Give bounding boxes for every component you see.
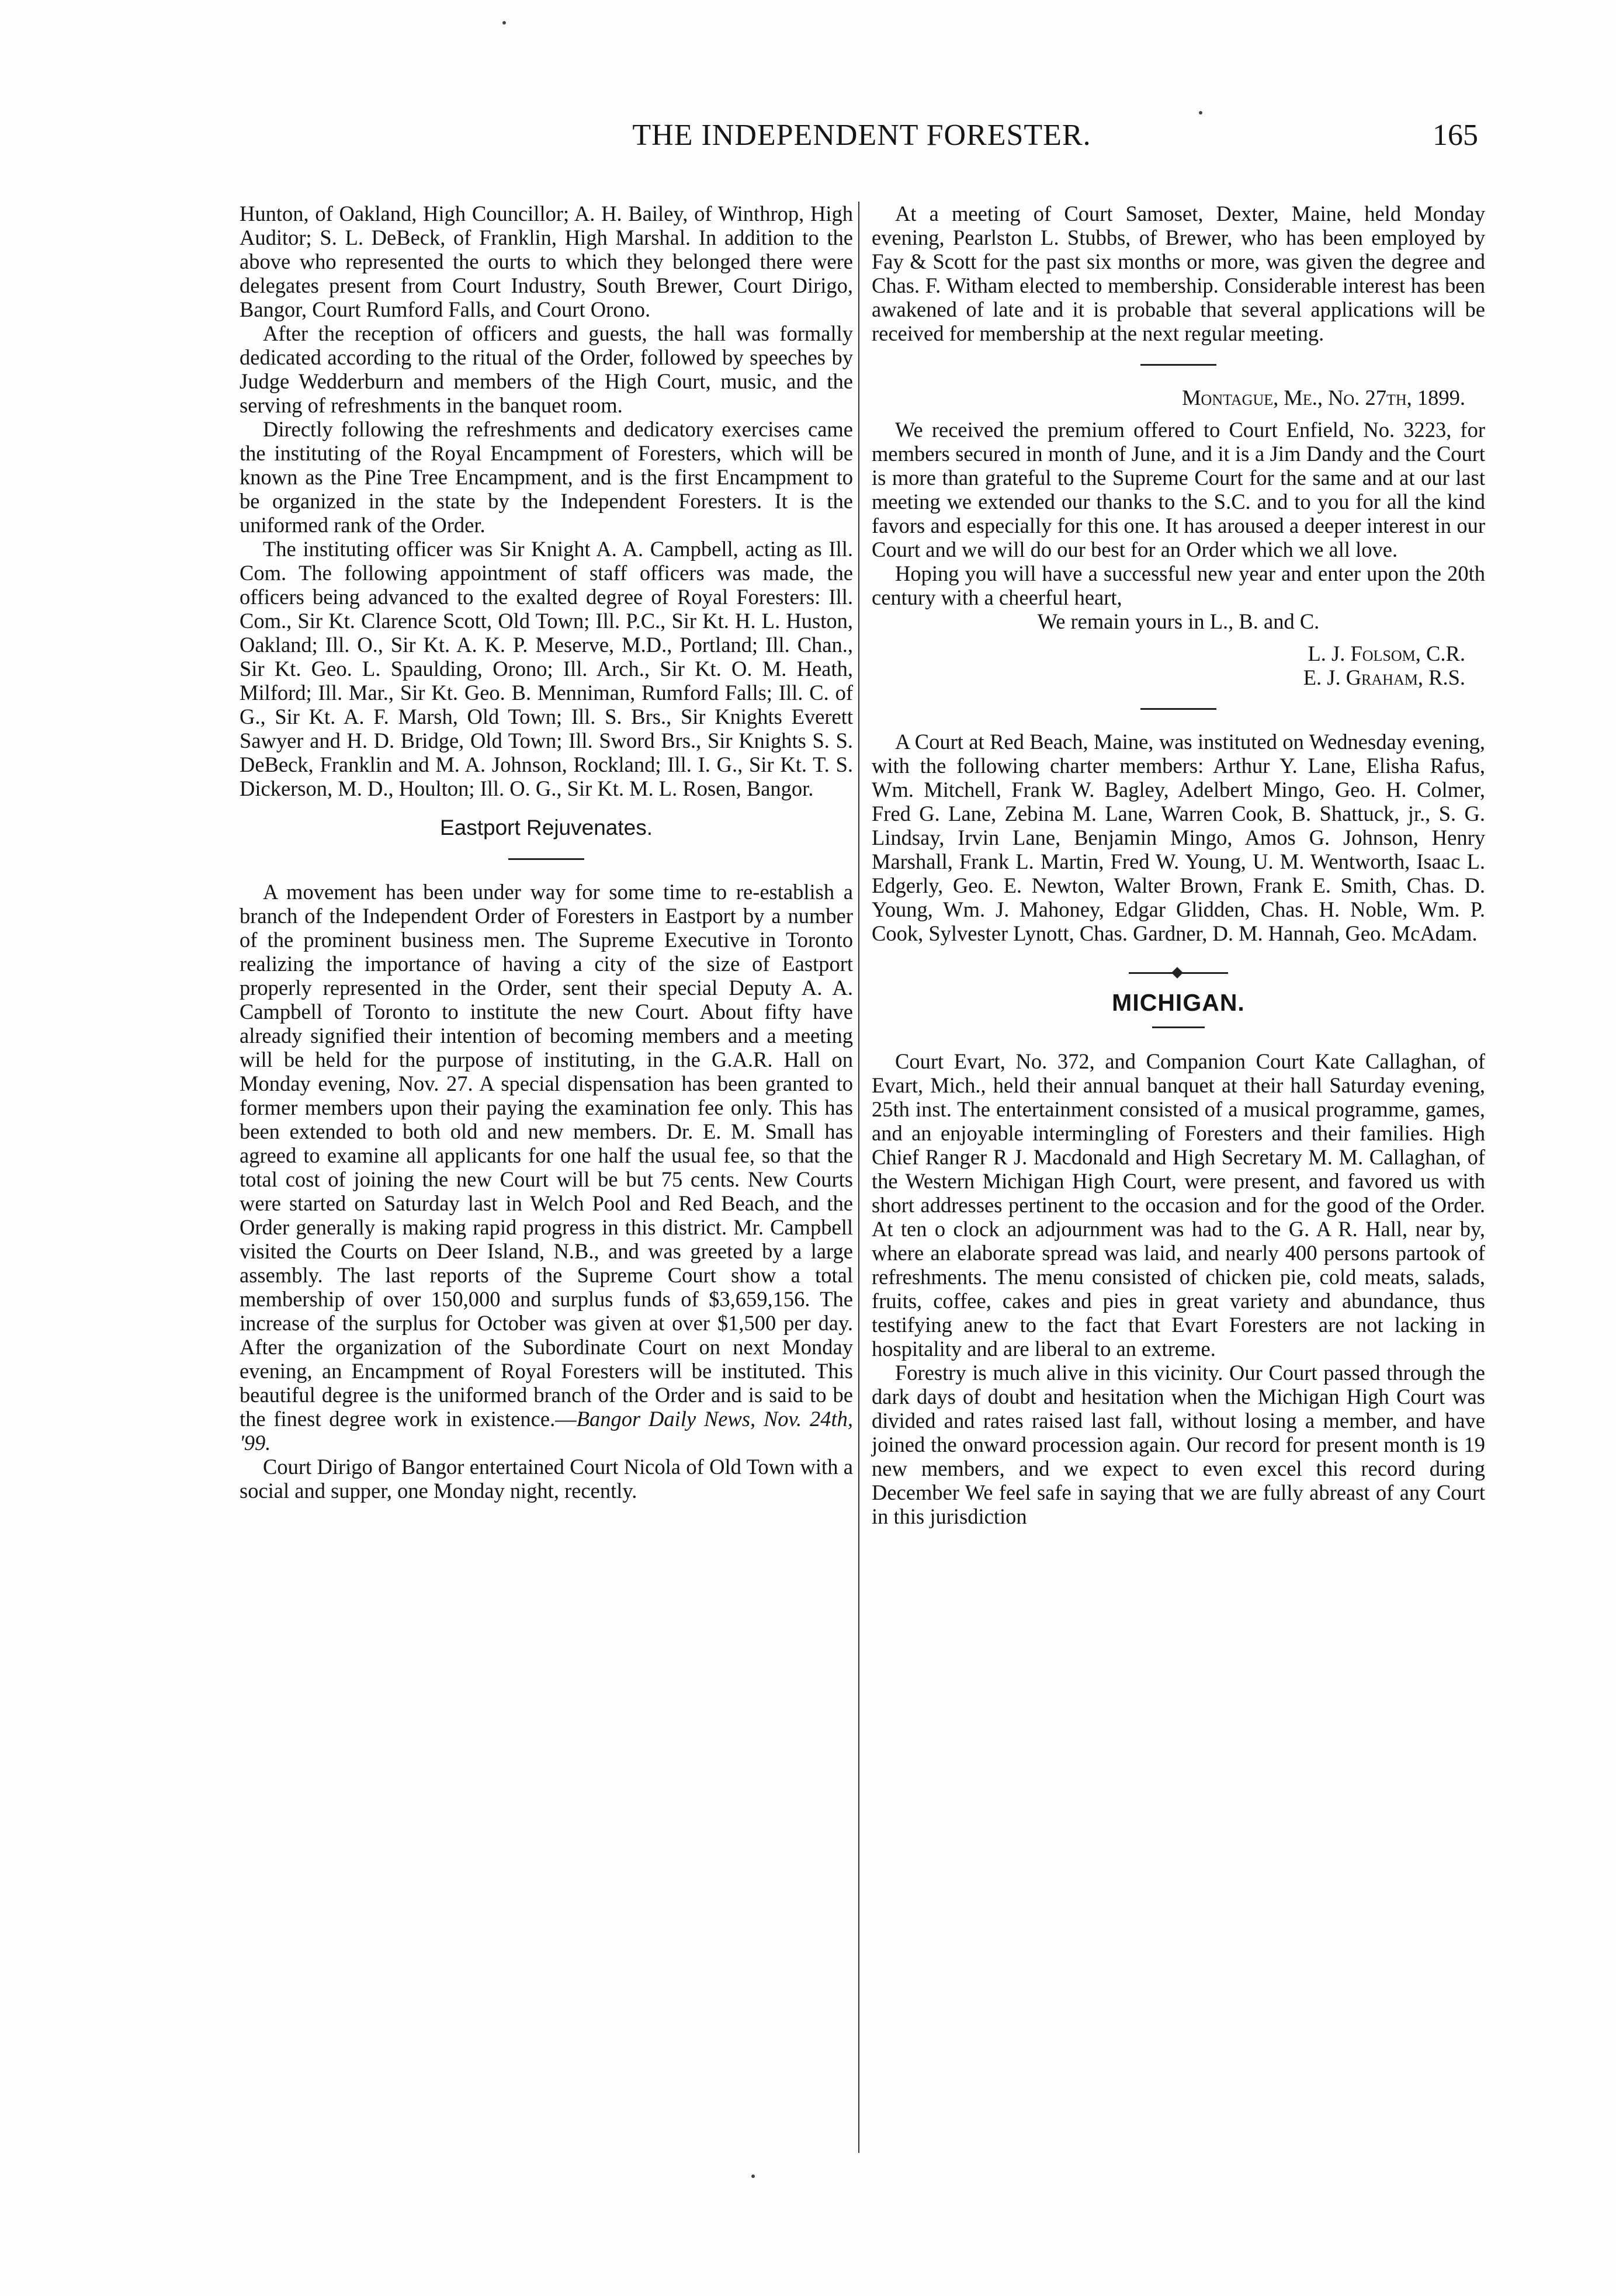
letter-signoff: We remain yours in L., B. and C. — [1037, 609, 1320, 633]
article-paragraph: A Court at Red Beach, Maine, was instituted on Wednesday evening, with the following charter members: Arthur Y. Lane, Elisha Rafus, Wm. Mitchell, Frank W. Bagley, Adelbert Mingo, Geo. H. Colmer, Fred G. Lane, Zebina M. Lane, Warren Cook, B. Shattuck, jr., S. G. Lindsay, Irvin Lane, Benjamin Mingo, Amos G. Johnson, Henry Marshall, Frank L. Martin, Fred W. Young, U. M. Wentworth, Isaac L. Edgerly, Geo. E. Newton, Walter Brown, Frank E. Smith, Chas. D. Young, Wm. J. Mahoney, Edgar Glidden, Chas. H. Noble, Wm. P. Cook, Sylvester Lynott, Chas. Gardner, D. M. Hannah, Geo. McAdam. — [872, 730, 1485, 945]
article-paragraph: Court Evart, No. 372, and Companion Court Kate Callaghan, of Evart, Mich., held their annual banquet at their hall Saturday evening, 25th inst. The entertainment consisted of a musical programme, games, and an enjoyable intermingling of Foresters and their families. High Chief Ranger R J. Macdonald and High Secretary M. M. Callaghan, of the Western Michigan High Court, were present, and favored us with short addresses pertinent to the occasion and for the good of the Order. At ten o clock an adjournment was had to the G. A R. Hall, near by, where an elaborate spread was laid, and nearly 400 persons partook of refreshments. The menu consisted of chicken pie, cold meats, salads, fruits, coffee, cakes and pies in great variety and abundance, thus testifying anew to the fact that Evart Foresters are not lacking in hospitality and are liberal to an extreme. — [872, 1049, 1485, 1361]
section-rule — [1140, 364, 1216, 366]
article-paragraph: Forestry is much alive in this vicinity. Our Court passed through the dark days of doubt and hesitation when the Michigan High Court was divided and rates raised last fall, without losing a member, and have joined the onward procession again. Our record for present month is 19 new members, and we expect to even excel this record during December We feel safe in saying that we are fully abreast of any Court in this jurisdiction — [872, 1361, 1485, 1528]
section-rule — [1152, 1026, 1205, 1028]
ornamental-divider — [1129, 970, 1228, 976]
right-column — [872, 202, 1485, 1528]
letter-paragraph: We received the premium offered to Court Enfield, No. 3223, for members secured in month of June, and it is a Jim Dandy and the Court is more than grateful to the Supreme Court for the same and at our last meeting we extended our thanks to the S.C. and to you for all the kind favors and especially for this one. It has aroused a deeper interest in our Court and we will do our best for an Order which we all love. — [872, 418, 1485, 561]
running-head — [245, 112, 1478, 165]
article-paragraph: Directly following the refreshments and dedicatory exercises came the instituting of the Royal Encampment of Foresters, which will be known as the Pine Tree Encampment, and is the first Encampment to be organized in the state by the Independent Foresters. It is the uniformed rank of the Order. — [240, 417, 853, 537]
section-rule — [1140, 708, 1216, 710]
article-paragraph: After the reception of officers and guests, the hall was formally dedicated according to the ritual of the Order, followed by speeches by Judge Wedderburn and members of the High Court, music, and the serving of refreshments in the banquet room. — [240, 321, 853, 417]
journal-title: THE INDEPENDENT FORESTER. — [632, 119, 1091, 152]
signature-line: E. J. Graham, R.S. — [1303, 665, 1465, 689]
letter-dateline: Montague, Me., No. 27th, 1899. — [1182, 386, 1465, 410]
column-divider — [858, 202, 859, 2153]
letter-paragraph: Hoping you will have a successful new year and enter upon the 20th century with a cheerful heart, — [872, 561, 1485, 609]
article-paragraph: The instituting officer was Sir Knight A. A. Campbell, acting as Ill. Com. The following appointment of staff officers was made, the officers being advanced to the exalted degree of Royal Foresters: Ill. Com., Sir Kt. Clarence Scott, Old Town; Ill. P.C., Sir Kt. H. L. Huston, Oakland; Ill. O., Sir Kt. A. K. P. Meserve, M.D., Portland; Ill. Chan., Sir Kt. Geo. L. Spaulding, Orono; Ill. Arch., Sir Kt. O. M. Heath, Milford; Ill. Mar., Sir Kt. Geo. B. Menniman, Rumford Falls; Ill. C. of G., Sir Kt. A. F. Marsh, Old Town; Ill. S. Brs., Sir Knights Everett Sawyer and H. D. Bridge, Old Town; Ill. Sword Brs., Sir Knights S. S. DeBeck, Franklin and M. A. Johnson, Rockland; Ill. I. G., Sir Kt. T. S. Dickerson, M. D., Houlton; Ill. O. G., Sir Kt. M. L. Rosen, Bangor. — [240, 537, 853, 800]
article-paragraph: Hunton, of Oakland, High Councillor; A. H. Bailey, of Winthrop, High Auditor; S. L. DeBeck, of Franklin, High Marshal. In addition to the above who represented the ourts to which they belonged there were delegates present from Court Industry, South Brewer, Court Dirigo, Bangor, Court Rumford Falls, and Court Orono. — [240, 202, 853, 321]
newspaper-citation: Bangor Daily News, Nov. 24th, '99. — [240, 1407, 853, 1455]
section-heading-eastport: Eastport Rejuvenates. — [439, 816, 653, 840]
section-heading-michigan: MICHIGAN. — [1112, 989, 1245, 1016]
article-paragraph: At a meeting of Court Samoset, Dexter, Maine, held Monday evening, Pearlston L. Stubbs, of Brewer, who has been employed by Fay & Scott for the past six months or more, was given the degree and Chas. F. Witham elected to membership. Considerable interest has been awakened of late and it is probable that several applications will be received for membership at the next regular meeting. — [872, 202, 1485, 345]
left-column — [240, 202, 853, 1503]
print-speck — [751, 2174, 755, 2178]
article-paragraph — [240, 880, 853, 1455]
page-number: 165 — [1433, 119, 1478, 152]
article-paragraph: Court Dirigo of Bangor entertained Court Nicola of Old Town with a social and supper, one Monday night, recently. — [240, 1455, 853, 1503]
article-text: A movement has been under way for some time to re-establish a branch of the Independent Order of Foresters in Eastport by a number of the prominent business men. The Supreme Executive in Toronto realizing the importance of having a city of the size of Eastport properly represented in the Order, sent their special Deputy A. A. Campbell of Toronto to institute the new Court. About fifty have already signified their intention of becoming members and a meeting will be held for the purpose of instituting, in the G.A.R. Hall on Monday evening, Nov. 27. A special dispensation has been granted to former members upon their paying the examination fee only. This has been extended to both old and new members. Dr. E. M. Small has agreed to examine all applicants for one half the usual fee, so that the total cost of joining the new Court will be but 75 cents. New Courts were started on Saturday last in Welch Pool and Red Beach, and the Order generally is making rapid progress in this district. Mr. Campbell visited the Courts on Deer Island, N.B., and was greeted by a large assembly. The last reports of the Supreme Court show a total membership of over 150,000 and surplus funds of $3,659,156. The increase of the surplus for October was given at over $1,500 per day. After the organization of the Subordinate Court on next Monday evening, an Encampment of Royal Foresters will be instituted. This beautiful degree is the uniformed branch of the Order and is said to be the finest degree work in existence.— — [240, 880, 853, 1431]
section-rule — [508, 858, 584, 860]
signature-line: L. J. Folsom, C.R. — [1308, 641, 1465, 665]
print-speck — [502, 21, 506, 25]
